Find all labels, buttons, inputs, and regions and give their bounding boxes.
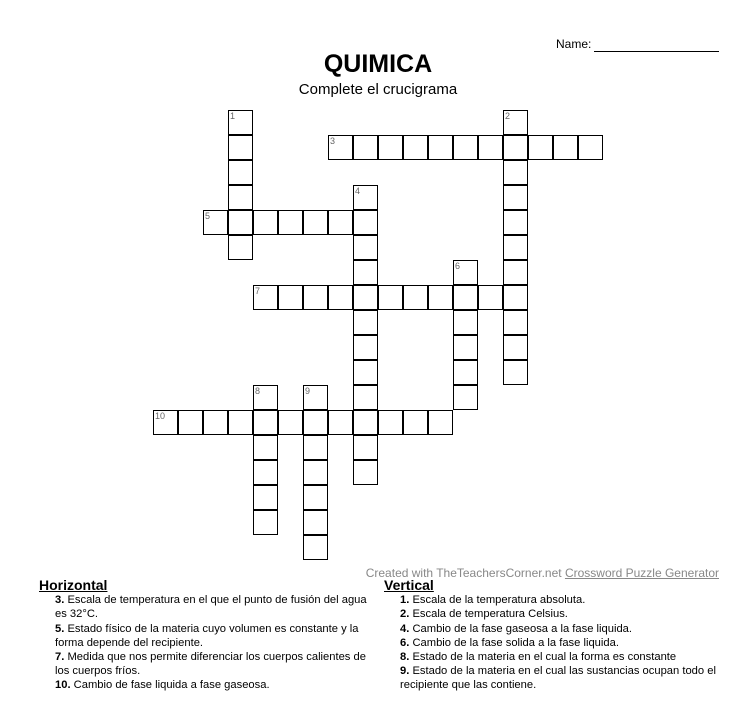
- crossword-cell[interactable]: [278, 210, 303, 235]
- clue-text: Estado de la materia en el cual las sustancias ocupan todo el recipiente que las contiene.: [400, 665, 716, 692]
- crossword-cell[interactable]: [378, 285, 403, 310]
- crossword-cell[interactable]: [453, 310, 478, 335]
- crossword-cell[interactable]: [228, 110, 253, 135]
- crossword-cell[interactable]: [378, 410, 403, 435]
- clue-text: Medida que nos permite diferenciar los cuerpos calientes de los cuerpos fríos.: [55, 651, 366, 678]
- crossword-cell[interactable]: [428, 285, 453, 310]
- cell-number: 4: [355, 186, 361, 196]
- crossword-cell[interactable]: [428, 410, 453, 435]
- horizontal-clues: [39, 578, 374, 693]
- crossword-cell[interactable]: [178, 410, 203, 435]
- crossword-cell[interactable]: [403, 410, 428, 435]
- crossword-cell[interactable]: [503, 110, 528, 135]
- clue-down-9: [384, 664, 724, 692]
- crossword-cell[interactable]: [353, 410, 378, 435]
- cell-number: 8: [255, 386, 261, 396]
- crossword-cell[interactable]: [328, 410, 353, 435]
- crossword-cell[interactable]: [503, 160, 528, 185]
- crossword-cell[interactable]: [503, 135, 528, 160]
- crossword-cell[interactable]: [303, 460, 328, 485]
- crossword-cell[interactable]: [353, 210, 378, 235]
- crossword-cell[interactable]: [303, 510, 328, 535]
- crossword-cell[interactable]: [253, 285, 278, 310]
- crossword-cell[interactable]: [453, 260, 478, 285]
- crossword-cell[interactable]: [453, 360, 478, 385]
- crossword-cell[interactable]: [353, 360, 378, 385]
- crossword-cell[interactable]: [203, 410, 228, 435]
- crossword-cell[interactable]: [503, 185, 528, 210]
- cell-number: 3: [330, 136, 336, 146]
- crossword-cell[interactable]: [453, 385, 478, 410]
- crossword-cell[interactable]: [303, 535, 328, 560]
- crossword-cell[interactable]: [453, 335, 478, 360]
- crossword-cell[interactable]: [353, 385, 378, 410]
- crossword-cell[interactable]: [303, 485, 328, 510]
- clue-across-10: [39, 678, 374, 692]
- crossword-cell[interactable]: [203, 210, 228, 235]
- crossword-cell[interactable]: [303, 210, 328, 235]
- clue-down-2: [384, 607, 724, 621]
- crossword-cell[interactable]: [303, 435, 328, 460]
- crossword-cell[interactable]: [353, 310, 378, 335]
- cell-number: 10: [155, 411, 166, 421]
- horizontal-heading: Horizontal: [39, 577, 108, 593]
- crossword-cell[interactable]: [503, 210, 528, 235]
- crossword-cell[interactable]: [478, 285, 503, 310]
- crossword-cell[interactable]: [503, 285, 528, 310]
- cell-number: 2: [505, 111, 511, 121]
- name-label: Name:: [556, 37, 592, 51]
- clue-number: 8.: [400, 651, 410, 664]
- crossword-cell[interactable]: [303, 385, 328, 410]
- clue-text: Escala de temperatura en el que el punto de fusión del agua es 32°C.: [55, 594, 367, 621]
- clue-number: 10.: [55, 679, 71, 692]
- crossword-cell[interactable]: [353, 285, 378, 310]
- generator-link[interactable]: Crossword Puzzle Generator: [564, 566, 719, 580]
- clue-number: 9.: [400, 665, 410, 678]
- crossword-cell[interactable]: [453, 285, 478, 310]
- clue-text: Estado físico de la materia cuyo volumen es constante y la forma depende del recipiente.: [55, 622, 359, 649]
- page-title: QUIMICA: [323, 50, 433, 78]
- crossword-cell[interactable]: [503, 335, 528, 360]
- crossword-cell[interactable]: [478, 135, 503, 160]
- clue-text: Cambio de la fase solida a la fase liquida.: [412, 636, 619, 649]
- crossword-cell[interactable]: [453, 135, 478, 160]
- crossword-cell[interactable]: [503, 310, 528, 335]
- crossword-cell[interactable]: [303, 285, 328, 310]
- crossword-cell[interactable]: [228, 135, 253, 160]
- cell-number: 1: [230, 111, 236, 121]
- crossword-cell[interactable]: [353, 235, 378, 260]
- clue-text: Cambio de la fase gaseosa a la fase liquida.: [412, 622, 632, 635]
- crossword-cell[interactable]: [278, 285, 303, 310]
- clue-down-1: [384, 593, 724, 607]
- crossword-cell[interactable]: [253, 460, 278, 485]
- clue-number: 1.: [400, 594, 410, 607]
- crossword-cell[interactable]: [228, 210, 253, 235]
- crossword-cell[interactable]: [378, 135, 403, 160]
- crossword-cell[interactable]: [328, 210, 353, 235]
- crossword-cell[interactable]: [278, 410, 303, 435]
- clue-text: Cambio de fase liquida a fase gaseosa.: [73, 679, 270, 692]
- crossword-cell[interactable]: [578, 135, 603, 160]
- cell-number: 6: [455, 261, 461, 271]
- cell-number: 9: [305, 386, 311, 396]
- clue-number: 2.: [400, 608, 410, 621]
- clue-number: 4.: [400, 622, 410, 635]
- crossword-cell[interactable]: [228, 160, 253, 185]
- clue-text: Estado de la materia en el cual la forma es constante: [412, 651, 677, 664]
- page-subtitle: Complete el crucigrama: [298, 81, 458, 98]
- crossword-cell[interactable]: [303, 410, 328, 435]
- crossword-cell[interactable]: [328, 285, 353, 310]
- clue-number: 5.: [55, 622, 65, 635]
- clue-number: 7.: [55, 651, 65, 664]
- crossword-cell[interactable]: [403, 135, 428, 160]
- crossword-cell[interactable]: [153, 410, 178, 435]
- crossword-cell[interactable]: [503, 360, 528, 385]
- crossword-cell[interactable]: [353, 460, 378, 485]
- cell-number: 7: [255, 286, 261, 296]
- crossword-cell[interactable]: [253, 210, 278, 235]
- crossword-cell[interactable]: [553, 135, 578, 160]
- clue-number: 3.: [55, 594, 65, 607]
- crossword-cell[interactable]: [253, 485, 278, 510]
- clue-text: Escala de la temperatura absoluta.: [412, 594, 586, 607]
- clue-number: 6.: [400, 636, 410, 649]
- clue-across-3: [39, 593, 374, 621]
- clue-across-5: [39, 622, 374, 650]
- vertical-clues: [384, 578, 724, 693]
- clue-across-7: [39, 650, 374, 678]
- crossword-cell[interactable]: [403, 285, 428, 310]
- cell-number: 5: [205, 211, 211, 221]
- vertical-heading: Vertical: [384, 577, 434, 593]
- crossword-cell[interactable]: [353, 135, 378, 160]
- crossword-cell[interactable]: [528, 135, 553, 160]
- crossword-cell[interactable]: [228, 235, 253, 260]
- crossword-cell[interactable]: [253, 385, 278, 410]
- clue-down-6: [384, 636, 724, 650]
- crossword-cell[interactable]: [328, 135, 353, 160]
- crossword-cell[interactable]: [228, 185, 253, 210]
- clue-text: Escala de temperatura Celsius.: [412, 608, 568, 621]
- crossword-cell[interactable]: [253, 435, 278, 460]
- crossword-cell[interactable]: [353, 435, 378, 460]
- crossword-cell[interactable]: [503, 260, 528, 285]
- crossword-cell[interactable]: [353, 185, 378, 210]
- crossword-cell[interactable]: [428, 135, 453, 160]
- crossword-cell[interactable]: [503, 235, 528, 260]
- crossword-cell[interactable]: [353, 260, 378, 285]
- clue-down-4: [384, 622, 724, 636]
- credit-prefix: Created with TheTeachersCorner.net: [365, 566, 565, 580]
- clue-down-8: [384, 650, 724, 664]
- crossword-cell[interactable]: [228, 410, 253, 435]
- crossword-cell[interactable]: [253, 410, 278, 435]
- crossword-cell[interactable]: [353, 335, 378, 360]
- crossword-cell[interactable]: [253, 510, 278, 535]
